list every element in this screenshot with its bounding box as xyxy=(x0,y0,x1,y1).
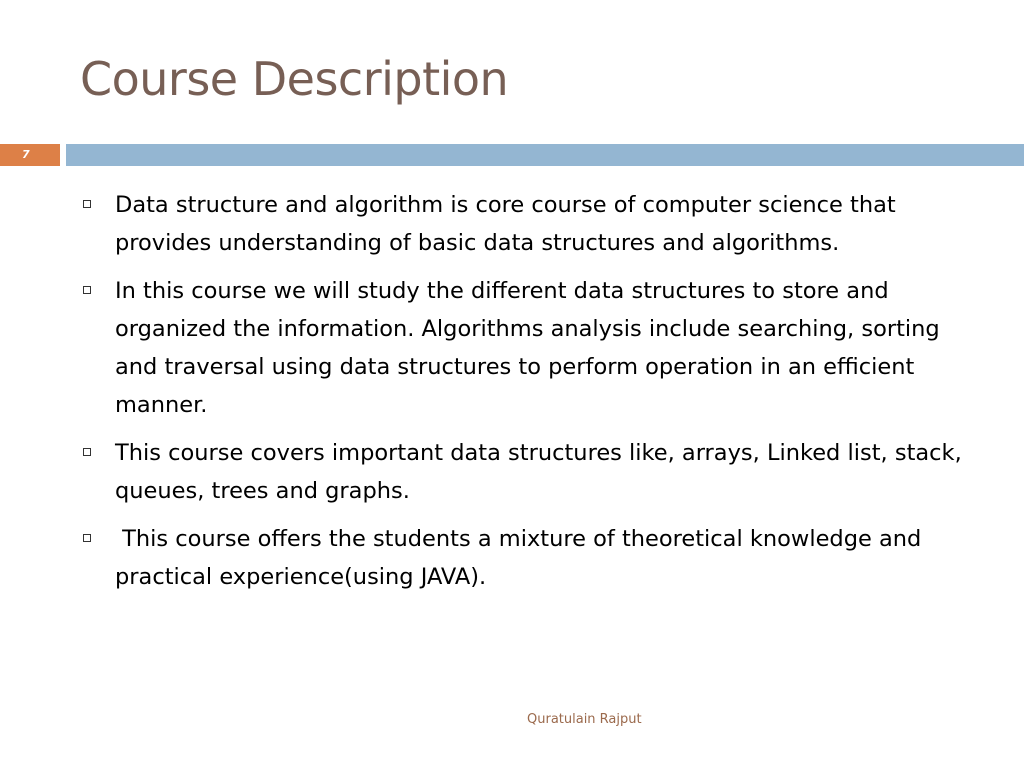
bullet-text: This course covers important data structures like, arrays, Linked list, stack, queues, trees and graphs. xyxy=(115,440,962,504)
bullet-text: Data structure and algorithm is core course of computer science that provides understanding of basic data structures and algorithms. xyxy=(115,192,896,256)
bullet-item xyxy=(80,434,980,510)
author-footer: Quratulain Rajput xyxy=(527,712,642,727)
bullet-text: This course offers the students a mixture of theoretical knowledge and practical experience(using JAVA). xyxy=(115,526,929,590)
bullet-list xyxy=(80,186,980,606)
square-bullet-icon xyxy=(83,200,91,208)
header-bar xyxy=(66,144,1024,166)
bullet-item xyxy=(80,272,980,424)
square-bullet-icon xyxy=(83,448,91,456)
square-bullet-icon xyxy=(83,534,91,542)
slide-number: 7 xyxy=(0,144,60,166)
square-bullet-icon xyxy=(83,286,91,294)
bullet-text: In this course we will study the different data structures to store and organized the information. Algorithms analysis include searching, sorting and traversal using data structures to perform operation in an efficient manner. xyxy=(115,278,940,418)
slide-title: Course Description xyxy=(80,52,509,106)
bullet-item xyxy=(80,520,980,596)
bullet-item xyxy=(80,186,980,262)
